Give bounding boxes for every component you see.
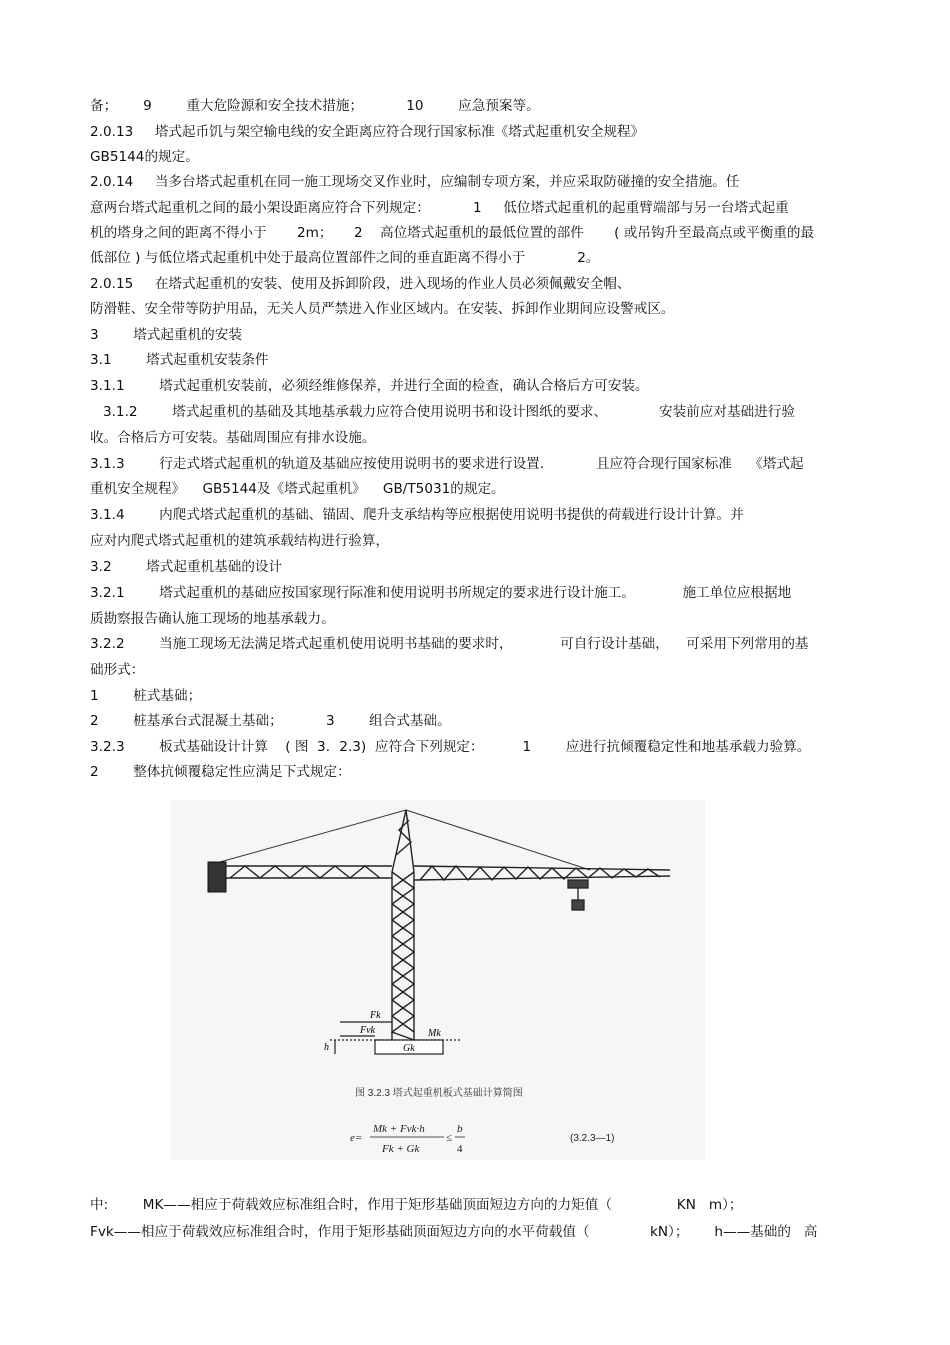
body-line: 备； 9 重大危险源和安全技术措施； 10 应急预案等。 — [90, 98, 540, 114]
body-line: 3.2 塔式起重机基础的设计 — [90, 559, 283, 575]
body-line: 2.0.14 当多台塔式起重机在同一施工现场交叉作业时，应编制专项方案，并应采取防碰撞的安全措施。任 — [90, 174, 740, 190]
body-line: 防滑鞋、安全带等防护用品，无关人员严禁进入作业区域内。在安装、拆卸作业期间应设警戒区。 — [90, 301, 675, 317]
formula-rhs-num: b — [457, 1123, 463, 1135]
body-line: 收。合格后方可安装。基础周围应有排水设施。 — [90, 430, 376, 446]
label-gk: Gk — [403, 1043, 415, 1054]
body-line: 3.1.2 塔式起重机的基础及其地基承载力应符合使用说明书和设计图纸的要求、 安装前应对基础进行验 — [90, 404, 795, 420]
body-line: 2.0.15 在塔式起重机的安装、使用及拆卸阶段，进入现场的作业人员必须佩戴安全帽、 — [90, 276, 631, 292]
body-line: 质勘察报告确认施工现场的地基承载力。 — [90, 611, 335, 627]
body-line: 1 桩式基础； — [90, 688, 202, 704]
label-mk: Mk — [428, 1028, 441, 1039]
body-line: 础形式： — [90, 662, 145, 678]
formula-number: (3.2.3—1) — [570, 1133, 615, 1144]
label-h: h — [324, 1042, 329, 1053]
body-line: 低部位 ) 与低位塔式起重机中处于最高位置部件之间的垂直距离不得小于 2。 — [90, 250, 600, 266]
counterweight — [208, 862, 226, 892]
footer-line: 中: MK——相应于荷载效应标准组合时，作用于矩形基础顶面短边方向的力矩值（ KN m）； — [90, 1197, 743, 1213]
body-line: 3.2.2 当施工现场无法满足塔式起重机使用说明书基础的要求时， 可自行设计基础， 可采用下列常用的基 — [90, 636, 809, 652]
formula-rhs-den: 4 — [457, 1143, 463, 1155]
body-line: 重机安全规程》 GB5144及《塔式起重机》 GB/T5031的规定。 — [90, 481, 505, 497]
formula-lhs: e= — [350, 1132, 363, 1144]
footer-line: Fvk——相应于荷载效应标准组合时，作用于矩形基础顶面短边方向的水平荷载值（ kN）； h——基础的 高 — [90, 1224, 818, 1240]
body-line: 3.1 塔式起重机安装条件 — [90, 352, 269, 368]
body-line: 3.2.3 板式基础设计计算 ( 图 3．2.3) 应符合下列规定： 1 应进行抗倾覆稳定性和地基承载力验算。 — [90, 739, 811, 755]
body-line: 应对内爬式塔式起重机的建筑承载结构进行验算， — [90, 533, 390, 549]
body-line: 2 桩基承台式混凝土基础； 3 组合式基础。 — [90, 713, 451, 729]
crane-figure — [170, 800, 705, 1160]
body-line: 3.1.3 行走式塔式起重机的轨道及基础应按使用说明书的要求进行设置. 且应符合现行国家标准 《塔式起 — [90, 456, 804, 472]
body-line: 3 塔式起重机的安装 — [90, 327, 242, 343]
formula-denominator: Fk + Gk — [382, 1143, 420, 1155]
body-line: 3.1.1 塔式起重机安装前，必须经维修保养，并进行全面的检查，确认合格后方可安装。 — [90, 378, 649, 394]
formula-rel: ≤ — [446, 1132, 453, 1144]
body-line: 3.2.1 塔式起重机的基础应按国家现行际准和使用说明书所规定的要求进行设计施工。 施工单位应根据地 — [90, 585, 792, 601]
label-fvk: Fvk — [360, 1025, 375, 1036]
label-fk: Fk — [370, 1010, 381, 1021]
body-line: 2 整体抗倾覆稳定性应满足下式规定： — [90, 764, 351, 780]
body-line: 2.0.13 塔式起币饥与架空输电线的安全距离应符合现行国家标准《塔式起重机安全规程》 — [90, 124, 645, 140]
body-line: GB5144的规定。 — [90, 149, 199, 165]
body-line: 机的塔身之间的距离不得小于 2m； 2 高位塔式起重机的最低位置的部件 ( 或吊钩升至最高点或平衡重的最 — [90, 225, 815, 241]
body-line: 意两台塔式起重机之间的最小架设距离应符合下列规定： 1 低位塔式起重机的起重臂端部与另一台塔式起重 — [90, 200, 789, 216]
formula-numerator: Mk + Fvk·h — [373, 1123, 425, 1135]
figure-caption: 图 3.2.3 塔式起重机板式基础计算简图 — [355, 1088, 523, 1099]
body-line: 3.1.4 内爬式塔式起重机的基础、锚固、爬升支承结构等应根据使用说明书提供的荷载进行设计计算。并 — [90, 507, 744, 523]
